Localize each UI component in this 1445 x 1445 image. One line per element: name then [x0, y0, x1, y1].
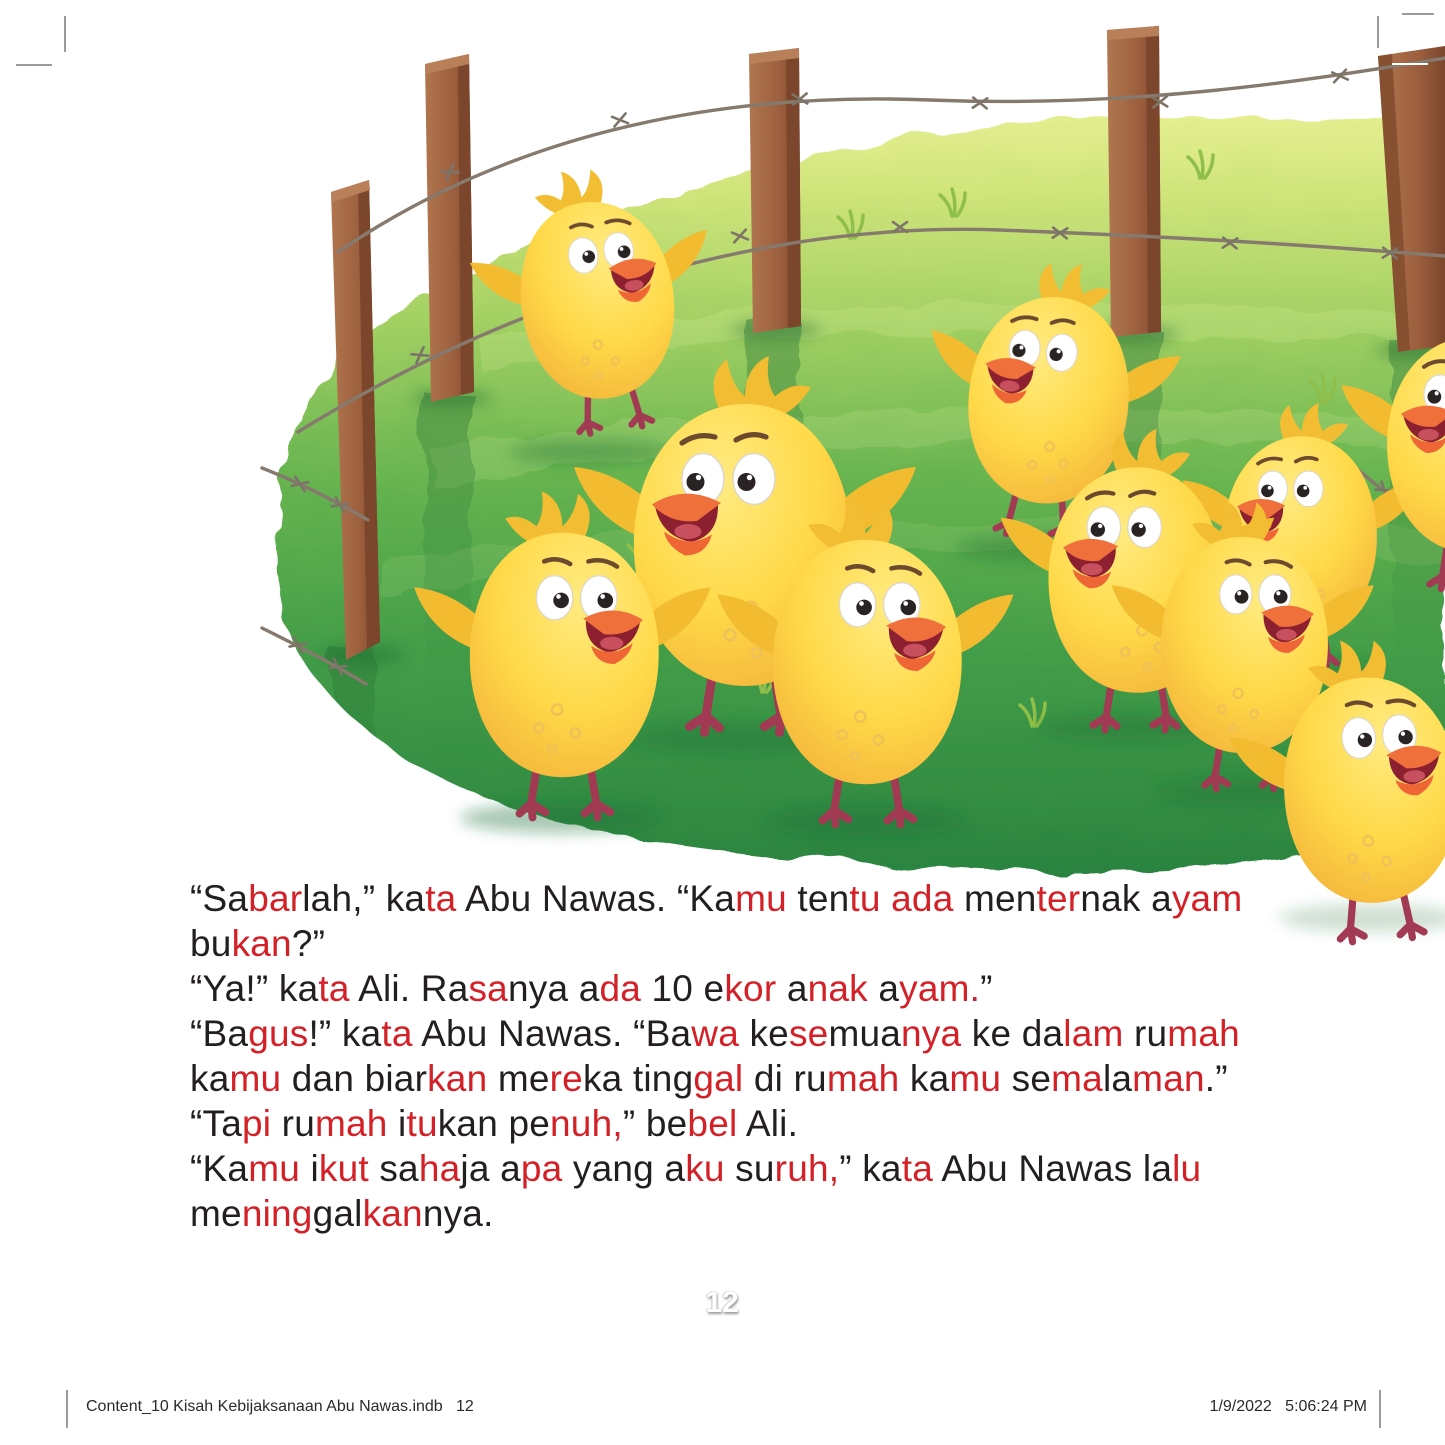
- story-text-segment: pa: [520, 1148, 563, 1189]
- story-text-segment: ” be: [622, 1103, 688, 1144]
- story-text-segment: ru: [1123, 1013, 1168, 1054]
- story-text-segment: ru: [271, 1103, 315, 1144]
- story-text-segment: i: [387, 1103, 407, 1144]
- story-text-segment: tu: [849, 878, 881, 919]
- story-text-segment: ”: [980, 968, 993, 1009]
- story-text-segment: sa: [468, 968, 508, 1009]
- fence-post: [1107, 26, 1161, 337]
- story-line: [190, 1011, 1300, 1056]
- footer-filename: Content_10 Kisah Kebijaksanaan Abu Nawas.indb 12: [86, 1398, 474, 1415]
- story-text-segment: tu: [406, 1103, 438, 1144]
- story-text-segment: 10 e: [641, 968, 725, 1009]
- story-text-segment: nya a: [507, 968, 600, 1009]
- story-text-segment: mu: [229, 1058, 282, 1099]
- story-text-segment: “Ya!” ka: [190, 968, 319, 1009]
- story-text-segment: mua: [828, 1013, 902, 1054]
- story-text-segment: “Ta: [190, 1103, 242, 1144]
- fence-post: [749, 48, 801, 333]
- story-text-segment: ka: [899, 1058, 950, 1099]
- story-text: [190, 876, 1300, 1236]
- story-text-segment: ke: [738, 1013, 789, 1054]
- story-text-segment: nya.: [422, 1193, 494, 1234]
- story-text-segment: ku: [685, 1148, 725, 1189]
- story-text-segment: se: [788, 1013, 829, 1054]
- story-text-segment: Abu Nawas. “Ba: [412, 1013, 692, 1054]
- story-line: [190, 1101, 1300, 1146]
- story-text-segment: nak a: [1080, 878, 1172, 919]
- story-text-segment: di ru: [743, 1058, 827, 1099]
- story-text-segment: sa: [368, 1148, 419, 1189]
- story-text-segment: [881, 878, 891, 919]
- story-text-segment: ja a: [460, 1148, 521, 1189]
- story-text-segment: kan: [231, 923, 292, 964]
- story-text-segment: yam.: [899, 968, 981, 1009]
- story-text-segment: lah,” ka: [302, 878, 426, 919]
- story-text-segment: mu: [949, 1058, 1002, 1099]
- story-text-segment: a: [867, 968, 900, 1009]
- story-text-segment: gus: [248, 1013, 309, 1054]
- story-text-segment: ten: [786, 878, 850, 919]
- story-line: [190, 1056, 1300, 1101]
- crop-mark: [1379, 1390, 1381, 1428]
- story-text-segment: bar: [248, 878, 303, 919]
- story-text-segment: kor: [724, 968, 777, 1009]
- story-text-segment: ka ting: [582, 1058, 694, 1099]
- story-text-segment: ” ka: [839, 1148, 902, 1189]
- story-text-segment: mah: [826, 1058, 900, 1099]
- story-text-segment: kan: [427, 1058, 488, 1099]
- story-line: [190, 1146, 1300, 1191]
- story-text-segment: ha: [418, 1148, 461, 1189]
- story-text-segment: Abu Nawas. “Ka: [456, 878, 736, 919]
- story-text-segment: da: [599, 968, 642, 1009]
- story-text-segment: gal: [693, 1058, 744, 1099]
- story-text-segment: “Ba: [190, 1013, 249, 1054]
- story-text-segment: ?”: [291, 923, 326, 964]
- story-text-segment: nya: [901, 1013, 962, 1054]
- story-text-segment: lam: [1063, 1013, 1124, 1054]
- story-text-segment: nuh,: [550, 1103, 623, 1144]
- story-text-segment: wa: [691, 1013, 739, 1054]
- story-text-segment: ke da: [961, 1013, 1064, 1054]
- story-text-segment: ter: [1036, 878, 1081, 919]
- story-text-segment: bel: [687, 1103, 738, 1144]
- story-text-segment: pi: [242, 1103, 272, 1144]
- story-text-segment: “Ka: [190, 1148, 249, 1189]
- story-text-segment: kan pe: [437, 1103, 551, 1144]
- story-text-segment: ka: [190, 1058, 230, 1099]
- story-text-segment: a: [776, 968, 808, 1009]
- story-text-segment: gal: [312, 1193, 363, 1234]
- story-text-segment: Abu Nawas la: [932, 1148, 1173, 1189]
- story-text-segment: .”: [1204, 1058, 1228, 1099]
- story-text-segment: kan: [362, 1193, 423, 1234]
- story-text-segment: nak: [807, 968, 868, 1009]
- story-text-segment: i: [300, 1148, 319, 1189]
- crop-mark: [1392, 63, 1428, 65]
- crop-mark: [1377, 16, 1379, 48]
- story-text-segment: Ali.: [737, 1103, 799, 1144]
- story-text-segment: mah: [314, 1103, 388, 1144]
- story-text-segment: “Sa: [190, 878, 249, 919]
- story-text-segment: ruh,: [774, 1148, 840, 1189]
- footer-timestamp: 1/9/2022 5:06:24 PM: [1209, 1398, 1367, 1415]
- story-text-segment: mu: [735, 878, 787, 919]
- story-text-segment: su: [724, 1148, 775, 1189]
- story-text-segment: man: [1132, 1058, 1205, 1099]
- story-text-segment: me: [190, 1193, 242, 1234]
- crop-mark: [66, 1390, 68, 1428]
- story-text-segment: mu: [248, 1148, 300, 1189]
- story-text-segment: Ali. Ra: [349, 968, 469, 1009]
- story-text-segment: yam: [1171, 878, 1243, 919]
- story-text-segment: dan biar: [281, 1058, 428, 1099]
- story-text-segment: !” ka: [308, 1013, 382, 1054]
- story-text-segment: re: [549, 1058, 583, 1099]
- story-text-segment: ning: [241, 1193, 313, 1234]
- story-text-segment: kut: [318, 1148, 369, 1189]
- story-line: [190, 876, 1300, 921]
- story-text-segment: men: [953, 878, 1037, 919]
- story-text-segment: ma: [1051, 1058, 1103, 1099]
- page-number: 12: [705, 1286, 739, 1319]
- story-text-segment: ta: [425, 878, 457, 919]
- crop-mark: [64, 16, 66, 52]
- story-text-segment: lu: [1172, 1148, 1202, 1189]
- crop-mark: [1402, 13, 1434, 15]
- story-text-segment: ta: [318, 968, 350, 1009]
- story-text-segment: bu: [190, 923, 232, 964]
- story-line: [190, 1191, 1300, 1236]
- story-text-segment: ada: [891, 878, 954, 919]
- story-text-segment: se: [1001, 1058, 1052, 1099]
- crop-mark: [16, 64, 52, 66]
- story-text-segment: ta: [381, 1013, 413, 1054]
- story-text-segment: la: [1102, 1058, 1133, 1099]
- story-text-segment: yang a: [562, 1148, 686, 1189]
- story-text-segment: me: [487, 1058, 550, 1099]
- story-text-segment: ta: [901, 1148, 933, 1189]
- story-line: [190, 966, 1300, 1011]
- story-text-segment: mah: [1167, 1013, 1240, 1054]
- story-line: [190, 921, 1300, 966]
